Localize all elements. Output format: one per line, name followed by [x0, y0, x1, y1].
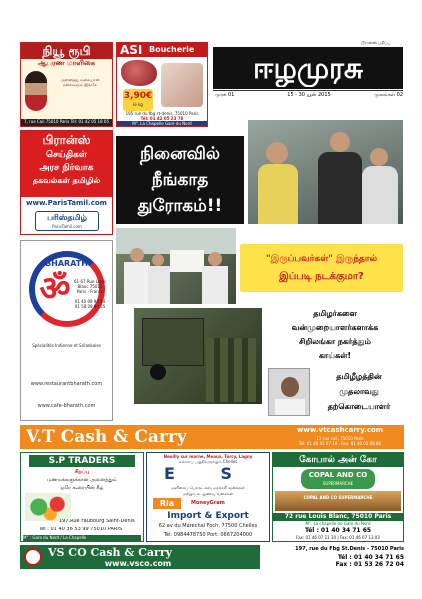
niyu-address: 7, rue Cail 75010 Paris Tél: 01 42 05 18 05 — [21, 119, 112, 127]
portrait-photo — [268, 368, 310, 416]
meat-photo — [121, 60, 157, 86]
vt-name: V.T Cash & Carry — [26, 427, 187, 447]
es-letters: E S — [163, 465, 253, 483]
niyu-title: நியூ ரூபி — [21, 43, 112, 59]
story2-box — [314, 370, 404, 416]
story1-box — [266, 306, 404, 366]
paristamil-ad[interactable] — [20, 130, 113, 235]
asi-price: 3,90€ — [123, 91, 153, 101]
sp-traders-ad[interactable] — [20, 452, 144, 542]
vt-tel: Tél: 01 40 05 07 18 · Fax: 01 40 05 08 80 — [298, 441, 382, 446]
vsco-tel: Tél : 01 40 34 71 65 — [337, 554, 404, 561]
paristamil-url[interactable]: www.ParisTamil.com — [26, 199, 107, 207]
sp-address: 197,Rue Faubourg Saint-Denis — [59, 519, 135, 524]
paristamil-line4: தகவல்கள் தமிழில் — [32, 176, 101, 185]
yellow-banner — [240, 244, 403, 292]
story1-line4: காய்கள்! — [318, 351, 352, 360]
bharath-url1[interactable]: www.restaurantbharath.com — [30, 381, 103, 387]
es-import-export-ad[interactable] — [146, 452, 270, 542]
banner-line1: "இருப்பவர்கள்" இருந்தால் — [265, 254, 378, 264]
vegetables-photo — [25, 493, 71, 521]
bharath-name: BHARATH — [45, 259, 88, 268]
page-label: முகங்கள் 02 — [374, 92, 403, 98]
gopal-tel: Tél : 01 40 34 71 65 — [304, 527, 372, 534]
sp-line1: சிறப்பு — [74, 469, 90, 475]
ria-logo: Ria — [153, 498, 181, 509]
gopal-ad[interactable] — [272, 452, 404, 542]
person-1-body — [258, 164, 298, 224]
protester-2 — [152, 254, 164, 266]
asi-kind: Boucherie — [149, 45, 195, 54]
story1-line2: வன்முறையாளர்களாக்க — [291, 323, 379, 332]
masthead-title: ஈழமுரசு — [253, 51, 363, 85]
sp-line3: ஒரே கூரையின் கீழ் — [60, 485, 104, 491]
issue-number: முரசு 01 — [215, 92, 235, 98]
truck — [142, 318, 204, 366]
sp-name: S.P TRADERS — [29, 455, 135, 467]
gopal-logo: COPAL AND CO — [308, 471, 368, 479]
protester-1-body — [124, 262, 150, 304]
vsco-logo-icon — [24, 548, 42, 566]
person-1 — [266, 142, 288, 164]
story2-line1: தமிழீழத்தின் — [336, 372, 382, 381]
es-line1: மளிகைப் பொருட்கள், மரக்கறி வகைகள் — [171, 485, 245, 490]
headline-line2: நீங்காத — [151, 170, 209, 190]
bharath-url2[interactable]: www.cafe-bharath.com — [37, 403, 96, 409]
bharath-address: 61-67 Rue Louis Blanc 75010 Paris - France — [73, 279, 107, 294]
sp-metro: M° : Gare du Nord / La Chapelle — [23, 535, 141, 541]
person-2-body — [318, 152, 362, 224]
asi-tel: Tél: 01 42 05 23 78 — [140, 116, 184, 121]
es-line2: மற்றும் கடலுணவு வகைகள் — [182, 491, 234, 496]
model-photo — [25, 71, 47, 111]
gopal-fax: Fax: 01 46 07 11 10 | Fax: 01 46 07 13 03 — [296, 535, 380, 540]
vsco-ad[interactable] — [20, 545, 404, 569]
sp-line2: மணமக்களுக்கான அனைத்தும் — [47, 477, 117, 483]
person-3 — [370, 148, 388, 166]
vsco-fax: Fax : 01 53 26 72 04 — [335, 561, 404, 568]
headline-line3: துரோகம்!! — [137, 196, 223, 216]
main-headline-box — [116, 136, 244, 224]
vt-url[interactable]: www.vtcashcarry.com — [296, 426, 384, 434]
story1-line1: தமிழர்களை — [313, 309, 357, 318]
gopal-title: கோபால் அன் கோ — [273, 453, 403, 467]
issue-date: 15 - 30 யூன் 2015 — [287, 92, 331, 98]
sp-tel: Tél : 01 40 36 53 99 75010 PARIS — [39, 527, 123, 532]
asi-boucherie-ad[interactable] — [116, 42, 208, 127]
story2-line3: தற்கொடையாளர் — [327, 402, 391, 411]
meat-photo-2 — [161, 63, 203, 107]
asi-address: 195 rue du fbg st-denis, 75010 Paris — [125, 111, 199, 116]
protest-photo — [116, 228, 236, 304]
gopal-logo-sub: SUPERMARCHE — [322, 481, 354, 486]
paristamil-line1: பிரான்ஸ் — [42, 133, 91, 147]
person-3-body — [362, 166, 398, 224]
placard — [170, 250, 204, 272]
paristamil-logo-sub: ParisTamil.com — [52, 224, 82, 229]
headline-line1: நினைவில் — [139, 144, 221, 164]
protester-3 — [208, 252, 222, 266]
story1-line3: சிறிலங்கா நகர்த்தும் — [299, 337, 371, 346]
storefront-photo — [275, 491, 401, 511]
gopal-banner: COPAL AND CO SUPERMARCHE — [303, 495, 373, 500]
protester-1 — [130, 248, 144, 262]
gopal-address: 72 rue Louis Blanc, 75010 Paris — [273, 513, 403, 521]
moneygram-logo: MoneyGram — [191, 500, 225, 506]
truck-wheel — [150, 364, 166, 380]
paristamil-logo: பரிஸ்தமிழ் — [47, 213, 87, 222]
paristamil-line2: செய்திகள் — [46, 150, 87, 160]
asi-brand: ASI — [120, 43, 143, 57]
person-2 — [330, 132, 350, 152]
protester-2-body — [148, 266, 170, 304]
gopal-metro: M°. La chapelle ou Gare du Nord — [305, 521, 371, 526]
bharath-phones: 01 40 09 94 44 01 58 09 94 35 — [74, 299, 106, 309]
vsco-address: 197, rue du Fbg St.Denis - 75010 Paris — [295, 546, 404, 552]
es-top2: எல்லாப் பகுதிகளுக்கும் Chelles — [178, 459, 238, 464]
portrait-face — [281, 377, 299, 397]
es-service: Import & Export — [167, 511, 249, 521]
vsco-url[interactable]: www.vsco.com — [104, 559, 172, 568]
protester-3-body — [202, 266, 228, 304]
niyu-tagline: அனைத்து வகையான நகைகளும் இங்கே — [60, 77, 100, 87]
om-icon: ॐ — [39, 269, 71, 309]
story2-line2: முதலாவது — [339, 387, 379, 396]
niyu-subtitle: ஆபரண மாளிகை — [37, 59, 96, 67]
niyu-ruby-ad[interactable] — [20, 42, 113, 127]
portrait-body — [275, 399, 305, 416]
es-tel: Tél: 0984478750 Port: 0667204000 — [163, 532, 253, 538]
paristamil-line3: அரச நிர்வாக — [39, 163, 94, 173]
asi-metro: M°. La Chapelle Gare du Nord — [117, 121, 207, 127]
vsco-name: VS CO Cash & Carry — [48, 546, 173, 559]
vt-cash-carry-ad[interactable] — [20, 425, 404, 449]
bharath-ad[interactable] — [20, 240, 113, 421]
vt-address: 11 rue cail, 75010 Paris — [316, 436, 364, 441]
meeting-photo — [248, 120, 403, 224]
asi-price-note: le kg — [133, 102, 143, 107]
soldiers — [206, 338, 256, 402]
bharath-specialty: Spécialités Indienne et Srilankaise — [32, 343, 101, 348]
army-photo — [134, 308, 262, 404]
masthead — [213, 38, 403, 100]
masthead-rule — [213, 90, 403, 91]
masthead-kicker: பிரான்ஸ் பதிப்பு — [361, 40, 391, 45]
banner-line2: இப்படி நடக்குமா? — [279, 271, 364, 282]
es-address: 62 av du Maréchal Foch, 77500 Chelles — [158, 523, 258, 529]
es-top: Neuilly sur marne, Meaux, Torcy, Lagny — [163, 454, 253, 459]
